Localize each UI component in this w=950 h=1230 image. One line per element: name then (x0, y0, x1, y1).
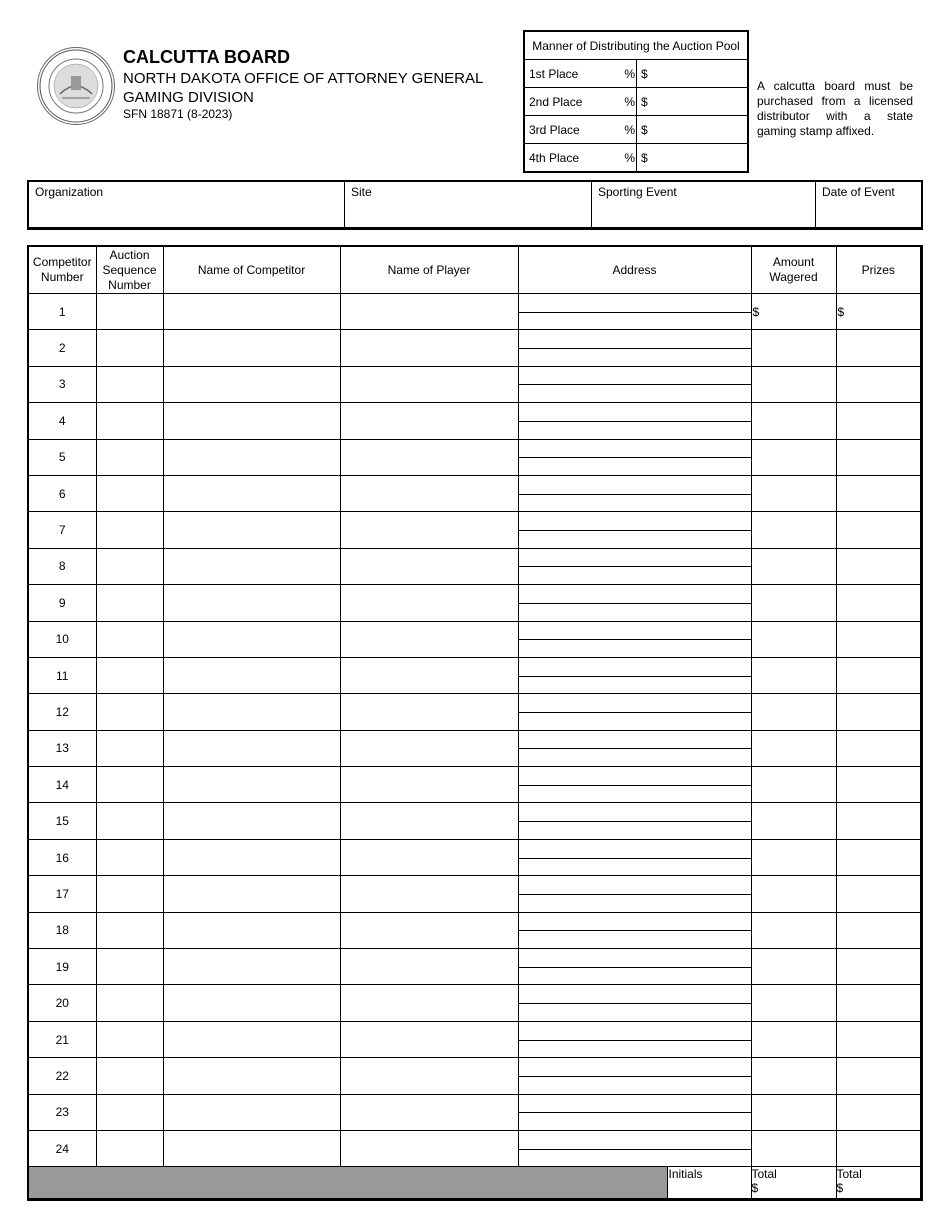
amount-wagered-cell[interactable] (751, 1058, 836, 1094)
name-of-player-cell[interactable] (340, 949, 518, 985)
table-row (28, 1021, 922, 1057)
name-of-player-cell[interactable] (340, 912, 518, 948)
prizes-cell[interactable] (836, 403, 922, 439)
table-row (28, 330, 922, 366)
address-line-divider (519, 930, 751, 931)
amount-wagered-cell[interactable] (751, 585, 836, 621)
competitor-number-cell: 23 (28, 1094, 96, 1130)
amount-wagered-cell[interactable] (751, 949, 836, 985)
amount-wagered-cell[interactable] (751, 475, 836, 511)
total-label: Total (836, 1167, 862, 1182)
table-row (28, 839, 922, 875)
name-of-player-cell[interactable] (340, 1130, 518, 1166)
col-prizes: Prizes (836, 246, 922, 294)
col-amount-wagered: Amount Wagered (751, 246, 836, 294)
table-row (28, 294, 922, 330)
auction-sequence-cell[interactable] (96, 912, 163, 948)
address-line-divider (519, 421, 751, 422)
prizes-cell[interactable] (836, 912, 922, 948)
competitor-number-cell: 22 (28, 1058, 96, 1094)
address-cell[interactable] (518, 694, 751, 730)
state-seal-logo (37, 47, 115, 125)
auction-sequence-cell[interactable] (96, 475, 163, 511)
percent-field[interactable]: % (615, 60, 637, 88)
col-competitor-number: Competitor Number (28, 246, 96, 294)
competitor-number-cell: 21 (28, 1021, 96, 1057)
auction-sequence-cell[interactable] (96, 876, 163, 912)
prizes-cell[interactable] (836, 366, 922, 402)
competitor-number-cell: 7 (28, 512, 96, 548)
table-row (28, 767, 922, 803)
address-cell[interactable] (518, 475, 751, 511)
prizes-cell[interactable] (836, 330, 922, 366)
col-name-of-competitor: Name of Competitor (163, 246, 340, 294)
competitor-number-cell: 8 (28, 548, 96, 584)
name-of-player-cell[interactable] (340, 1094, 518, 1130)
table-row (28, 1130, 922, 1166)
table-row (28, 512, 922, 548)
name-of-competitor-cell[interactable] (163, 585, 340, 621)
auction-sequence-cell[interactable] (96, 694, 163, 730)
prizes-cell[interactable] (836, 876, 922, 912)
prizes-cell[interactable] (836, 949, 922, 985)
name-of-player-cell[interactable] (340, 294, 518, 330)
auction-sequence-cell[interactable] (96, 657, 163, 693)
pool-heading: Manner of Distributing the Auction Pool (524, 31, 748, 60)
table-row (28, 912, 922, 948)
name-of-player-cell[interactable] (340, 730, 518, 766)
address-line-divider (519, 894, 751, 895)
address-cell[interactable] (518, 1021, 751, 1057)
col-name-of-player: Name of Player (340, 246, 518, 294)
name-of-competitor-cell[interactable] (163, 512, 340, 548)
place-label: 2nd Place (524, 88, 615, 116)
prizes-cell[interactable] (836, 548, 922, 584)
prizes-cell[interactable] (836, 803, 922, 839)
name-of-competitor-cell[interactable] (163, 985, 340, 1021)
address-cell[interactable] (518, 876, 751, 912)
table-row (28, 1094, 922, 1130)
address-line-divider (519, 821, 751, 822)
address-line-divider (519, 785, 751, 786)
total-dollar: $ (836, 1181, 844, 1196)
competitor-number-cell: 12 (28, 694, 96, 730)
amount-wagered-cell[interactable] (751, 657, 836, 693)
address-cell[interactable] (518, 657, 751, 693)
address-cell[interactable] (518, 330, 751, 366)
address-cell[interactable] (518, 439, 751, 475)
address-cell[interactable] (518, 767, 751, 803)
auction-pool-table (523, 30, 749, 173)
amount-wagered-cell[interactable] (751, 403, 836, 439)
name-of-competitor-cell[interactable] (163, 694, 340, 730)
dollar-field[interactable]: $ (637, 60, 749, 88)
auction-sequence-cell[interactable] (96, 366, 163, 402)
table-row (28, 949, 922, 985)
purchase-note: A calcutta board must be purchased from a licensed distributor with a state gaming stamp affixed. (757, 79, 913, 138)
amount-wagered-cell[interactable] (751, 1130, 836, 1166)
address-line-divider (519, 712, 751, 713)
prizes-cell[interactable] (836, 730, 922, 766)
address-cell[interactable] (518, 621, 751, 657)
prizes-cell[interactable] (836, 767, 922, 803)
amount-wagered-cell[interactable] (751, 439, 836, 475)
prizes-cell[interactable] (836, 694, 922, 730)
address-line-divider (519, 1040, 751, 1041)
agency-name: NORTH DAKOTA OFFICE OF ATTORNEY GENERAL (123, 70, 484, 87)
name-of-competitor-cell[interactable] (163, 876, 340, 912)
auction-sequence-cell[interactable] (96, 985, 163, 1021)
address-cell[interactable] (518, 1094, 751, 1130)
auction-sequence-cell[interactable] (96, 803, 163, 839)
competitor-number-cell: 5 (28, 439, 96, 475)
name-of-competitor-cell[interactable] (163, 730, 340, 766)
col-address: Address (518, 246, 751, 294)
table-row (28, 985, 922, 1021)
name-of-player-cell[interactable] (340, 1058, 518, 1094)
competitor-number-cell: 20 (28, 985, 96, 1021)
name-of-competitor-cell[interactable] (163, 657, 340, 693)
auction-sequence-cell[interactable] (96, 767, 163, 803)
auction-sequence-cell[interactable] (96, 1130, 163, 1166)
address-cell[interactable] (518, 403, 751, 439)
amount-wagered-cell[interactable] (751, 839, 836, 875)
competitor-number-cell: 9 (28, 585, 96, 621)
date-of-event-field[interactable]: Date of Event (822, 185, 895, 199)
prizes-cell[interactable] (836, 985, 922, 1021)
name-of-competitor-cell[interactable] (163, 949, 340, 985)
name-of-competitor-cell[interactable] (163, 1094, 340, 1130)
competitor-number-cell: 2 (28, 330, 96, 366)
auction-sequence-cell[interactable] (96, 730, 163, 766)
name-of-player-cell[interactable] (340, 585, 518, 621)
address-line-divider (519, 457, 751, 458)
address-line-divider (519, 858, 751, 859)
address-cell[interactable] (518, 949, 751, 985)
name-of-player-cell[interactable] (340, 839, 518, 875)
table-row (28, 730, 922, 766)
total-prizes-field[interactable] (836, 1167, 922, 1200)
address-line-divider (519, 494, 751, 495)
address-line-divider (519, 676, 751, 677)
amount-wagered-cell[interactable] (751, 985, 836, 1021)
table-row (28, 366, 922, 402)
site-field[interactable]: Site (345, 182, 592, 227)
event-info-row (27, 180, 923, 230)
name-of-competitor-cell[interactable] (163, 767, 340, 803)
prizes-cell[interactable] (836, 621, 922, 657)
table-row (28, 657, 922, 693)
amount-wagered-cell[interactable] (751, 767, 836, 803)
place-label: 4th Place (524, 144, 615, 173)
total-dollar: $ (751, 1181, 759, 1196)
address-cell[interactable] (518, 585, 751, 621)
name-of-competitor-cell[interactable] (163, 803, 340, 839)
auction-sequence-cell[interactable] (96, 294, 163, 330)
amount-wagered-cell[interactable] (751, 730, 836, 766)
table-row (28, 1058, 922, 1094)
name-of-player-cell[interactable] (340, 1021, 518, 1057)
address-line-divider (519, 967, 751, 968)
name-of-competitor-cell[interactable] (163, 294, 340, 330)
competitor-number-cell: 1 (28, 294, 96, 330)
initials-field[interactable]: Initials (667, 1167, 751, 1198)
auction-sequence-cell[interactable] (96, 403, 163, 439)
prizes-cell[interactable] (836, 1058, 922, 1094)
competitor-number-cell: 16 (28, 839, 96, 875)
address-cell[interactable] (518, 1058, 751, 1094)
prizes-cell[interactable] (836, 1094, 922, 1130)
form-number: SFN 18871 (8-2023) (123, 107, 233, 121)
name-of-competitor-cell[interactable] (163, 548, 340, 584)
name-of-competitor-cell[interactable] (163, 439, 340, 475)
table-row (28, 439, 922, 475)
amount-wagered-cell[interactable] (751, 876, 836, 912)
auction-sequence-cell[interactable] (96, 512, 163, 548)
table-row (28, 803, 922, 839)
prizes-cell[interactable] (836, 512, 922, 548)
competitor-number-cell: 17 (28, 876, 96, 912)
name-of-player-cell[interactable] (340, 767, 518, 803)
form-title: CALCUTTA BOARD (123, 47, 290, 67)
address-cell[interactable] (518, 512, 751, 548)
address-cell[interactable] (518, 912, 751, 948)
dollar-field[interactable]: $ (637, 144, 749, 173)
prizes-cell[interactable] (836, 585, 922, 621)
amount-wagered-cell[interactable] (751, 1094, 836, 1130)
name-of-competitor-cell[interactable] (163, 839, 340, 875)
name-of-player-cell[interactable] (340, 548, 518, 584)
name-of-competitor-cell[interactable] (163, 621, 340, 657)
name-of-player-cell[interactable] (340, 512, 518, 548)
competitor-number-cell: 19 (28, 949, 96, 985)
organization-field[interactable]: Organization (29, 182, 345, 227)
name-of-player-cell[interactable] (340, 621, 518, 657)
prizes-cell[interactable] (836, 839, 922, 875)
competitor-number-cell: 3 (28, 366, 96, 402)
competitor-table (27, 245, 923, 1201)
sporting-event-field[interactable]: Sporting Event (592, 182, 816, 227)
percent-field[interactable]: % (615, 144, 637, 173)
table-row (28, 403, 922, 439)
table-row (28, 475, 922, 511)
place-label: 1st Place (524, 60, 615, 88)
table-row (28, 548, 922, 584)
address-cell[interactable] (518, 803, 751, 839)
name-of-competitor-cell[interactable] (163, 366, 340, 402)
amount-wagered-cell[interactable] (751, 912, 836, 948)
address-cell[interactable] (518, 294, 751, 330)
auction-sequence-cell[interactable] (96, 1094, 163, 1130)
amount-wagered-cell[interactable] (751, 512, 836, 548)
address-line-divider (519, 530, 751, 531)
total-wagered-field[interactable] (751, 1167, 836, 1200)
name-of-player-cell[interactable] (340, 439, 518, 475)
competitor-number-cell: 15 (28, 803, 96, 839)
auction-sequence-cell[interactable] (96, 1058, 163, 1094)
name-of-competitor-cell[interactable] (163, 403, 340, 439)
auction-sequence-cell[interactable] (96, 1021, 163, 1057)
competitor-number-cell: 11 (28, 657, 96, 693)
competitor-number-cell: 14 (28, 767, 96, 803)
competitor-number-cell: 6 (28, 475, 96, 511)
name-of-competitor-cell[interactable] (163, 1130, 340, 1166)
amount-wagered-cell[interactable]: $ (751, 294, 836, 330)
auction-sequence-cell[interactable] (96, 548, 163, 584)
table-row (28, 585, 922, 621)
name-of-player-cell[interactable] (340, 876, 518, 912)
prizes-cell[interactable]: $ (836, 294, 922, 330)
percent-field[interactable]: % (615, 88, 637, 116)
amount-wagered-cell[interactable] (751, 366, 836, 402)
auction-sequence-cell[interactable] (96, 839, 163, 875)
prizes-cell[interactable] (836, 1021, 922, 1057)
prizes-cell[interactable] (836, 439, 922, 475)
name-of-competitor-cell[interactable] (163, 1058, 340, 1094)
name-of-competitor-cell[interactable] (163, 1021, 340, 1057)
address-line-divider (519, 1112, 751, 1113)
amount-wagered-cell[interactable] (751, 548, 836, 584)
percent-field[interactable]: % (615, 116, 637, 144)
address-line-divider (519, 1003, 751, 1004)
amount-wagered-cell[interactable] (751, 330, 836, 366)
address-cell[interactable] (518, 548, 751, 584)
address-line-divider (519, 312, 751, 313)
shaded-area (29, 1167, 667, 1198)
competitor-number-cell: 13 (28, 730, 96, 766)
address-line-divider (519, 566, 751, 567)
division-name: GAMING DIVISION (123, 89, 254, 106)
competitor-number-cell: 18 (28, 912, 96, 948)
auction-sequence-cell[interactable] (96, 585, 163, 621)
amount-wagered-cell[interactable] (751, 803, 836, 839)
address-cell[interactable] (518, 366, 751, 402)
auction-sequence-cell[interactable] (96, 439, 163, 475)
name-of-player-cell[interactable] (340, 657, 518, 693)
table-row (28, 621, 922, 657)
auction-sequence-cell[interactable] (96, 621, 163, 657)
prizes-cell[interactable] (836, 475, 922, 511)
address-line-divider (519, 384, 751, 385)
prizes-cell[interactable] (836, 1130, 922, 1166)
address-line-divider (519, 603, 751, 604)
name-of-competitor-cell[interactable] (163, 330, 340, 366)
col-auction-sequence: Auction Sequence Number (96, 246, 163, 294)
total-label: Total (751, 1167, 777, 1182)
address-line-divider (519, 1149, 751, 1150)
competitor-number-cell: 10 (28, 621, 96, 657)
address-line-divider (519, 639, 751, 640)
auction-sequence-cell[interactable] (96, 330, 163, 366)
name-of-player-cell[interactable] (340, 694, 518, 730)
competitor-number-cell: 24 (28, 1130, 96, 1166)
name-of-player-cell[interactable] (340, 803, 518, 839)
name-of-player-cell[interactable] (340, 366, 518, 402)
dollar-field[interactable]: $ (637, 116, 749, 144)
address-cell[interactable] (518, 730, 751, 766)
address-line-divider (519, 1076, 751, 1077)
name-of-competitor-cell[interactable] (163, 912, 340, 948)
address-line-divider (519, 348, 751, 349)
auction-sequence-cell[interactable] (96, 949, 163, 985)
address-cell[interactable] (518, 1130, 751, 1166)
name-of-player-cell[interactable] (340, 403, 518, 439)
name-of-player-cell[interactable] (340, 330, 518, 366)
address-cell[interactable] (518, 985, 751, 1021)
address-line-divider (519, 748, 751, 749)
table-row (28, 876, 922, 912)
name-of-player-cell[interactable] (340, 475, 518, 511)
amount-wagered-cell[interactable] (751, 1021, 836, 1057)
name-of-player-cell[interactable] (340, 985, 518, 1021)
competitor-number-cell: 4 (28, 403, 96, 439)
amount-wagered-cell[interactable] (751, 621, 836, 657)
prizes-cell[interactable] (836, 657, 922, 693)
name-of-competitor-cell[interactable] (163, 475, 340, 511)
table-row (28, 694, 922, 730)
dollar-field[interactable]: $ (637, 88, 749, 116)
place-label: 3rd Place (524, 116, 615, 144)
amount-wagered-cell[interactable] (751, 694, 836, 730)
address-cell[interactable] (518, 839, 751, 875)
